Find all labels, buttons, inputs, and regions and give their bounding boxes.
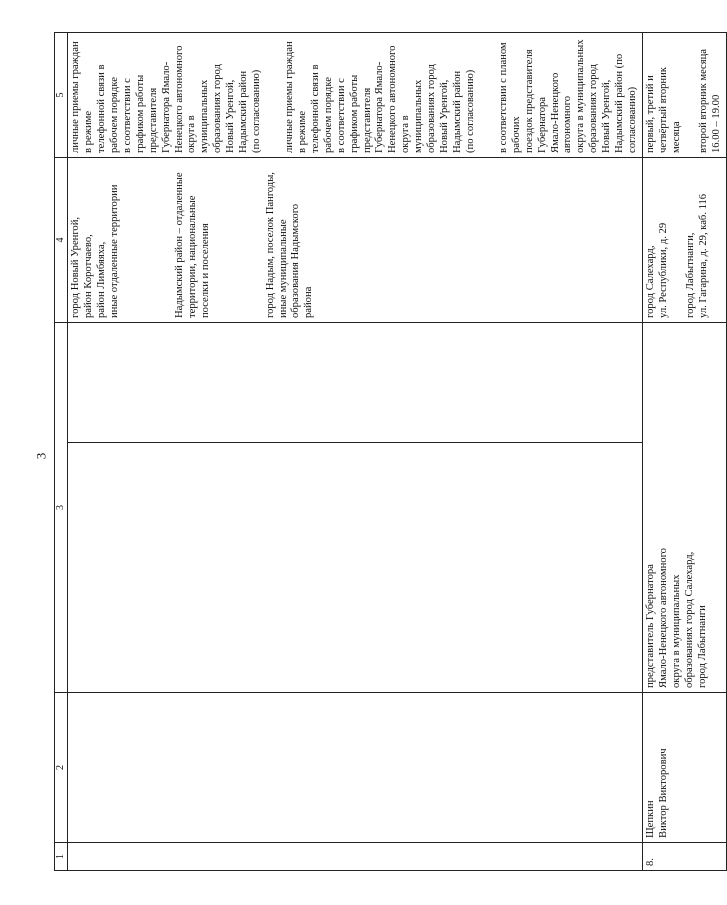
location-cell <box>68 158 643 323</box>
text-line: город Лабытнанги <box>696 605 708 688</box>
position-cell <box>68 443 643 693</box>
person-surname: Щепкин <box>644 800 656 838</box>
row-number: 8. <box>642 843 726 871</box>
schedule-block <box>70 37 264 153</box>
header-col-3: 3 <box>55 323 68 693</box>
text-line: город Салехард, <box>644 245 656 318</box>
text-line: территории, национальные <box>186 195 198 318</box>
text-line: Надымский район (по согласованию) <box>614 53 639 153</box>
text-line: телефонной связи в рабочем порядке <box>96 64 120 153</box>
schedule-block <box>498 37 640 153</box>
page-number: 3 <box>33 452 49 460</box>
text-line: первый, третий и четвёртый вторник <box>644 67 669 153</box>
location-block <box>70 162 122 318</box>
text-line: личные приемы граждан в режиме <box>70 41 95 153</box>
text-line: поселки и поселения <box>199 223 211 318</box>
location-block <box>174 162 213 318</box>
text-line: (по согласованию) <box>464 69 476 153</box>
text-line: Новый Уренгой, Надымский район <box>439 70 463 153</box>
header-col-4: 4 <box>55 158 68 323</box>
text-line: иные отдаленные территории <box>108 184 120 318</box>
schedule-block <box>698 37 724 153</box>
text-line: город Новый Уренгой, <box>70 216 82 318</box>
text-line: представитель Губернатора <box>644 564 656 688</box>
schedule-cell <box>68 33 643 158</box>
header-row <box>55 33 68 871</box>
text-line: Ямало-Ненецкого автономного <box>549 72 574 153</box>
text-line: город Надым, поселок Пангоды, <box>264 172 276 318</box>
header-col-1: 1 <box>55 843 68 871</box>
text-line: личные приемы граждан в режиме <box>284 41 308 153</box>
text-line: в соответствии с графиком работы <box>335 74 360 153</box>
num-cell <box>68 843 643 871</box>
blank-cell <box>68 323 643 443</box>
text-line: город Лабытнанги, <box>684 232 696 318</box>
header-col-2: 2 <box>55 693 68 843</box>
header-col-5: 5 <box>55 33 68 158</box>
location-block <box>645 162 671 318</box>
text-line: месяца <box>670 121 682 153</box>
name-cell <box>68 693 643 843</box>
text-line: поездок представителя Губернатора <box>523 49 548 153</box>
table-row <box>642 33 726 871</box>
text-line: район Коротчаево, <box>83 234 95 318</box>
text-line: представителя Губернатора Ямало- <box>147 61 172 153</box>
text-line: второй вторник месяца <box>697 48 709 153</box>
person-given-names: Виктор Викторович <box>657 748 669 838</box>
table-row <box>68 33 643 871</box>
text-line: представителя Губернатора Ямало- <box>361 61 386 153</box>
schedule-block <box>645 37 684 153</box>
text-line: образованиях город Новый Уренгой, <box>588 64 613 153</box>
text-line: образованиях город Салехард, <box>683 551 695 688</box>
text-line: образования Надымского <box>290 203 302 318</box>
text-line: район Лимбяяха, <box>96 241 108 318</box>
text-line: округа в муниципальных <box>670 574 682 688</box>
text-line: 16.00 – 19.00 <box>710 94 722 153</box>
text-line: ул. Республики, д. 29 <box>657 222 669 318</box>
location-block <box>265 162 317 318</box>
location-block <box>685 162 711 318</box>
text-line: в соответствии с графиком работы <box>121 74 146 153</box>
text-line: Ямало-Ненецкого автономного <box>657 548 669 688</box>
text-line: округа в муниципальных <box>575 39 587 153</box>
location-cell <box>642 158 726 323</box>
text-line: ул. Гагарина, д. 29, каб. 116 <box>697 193 709 318</box>
person-name-cell <box>642 693 726 843</box>
text-line: муниципальных образованиях город <box>413 64 438 153</box>
rotated-page-content <box>54 33 722 871</box>
reception-schedule-table-wrapper <box>54 33 722 871</box>
text-line: муниципальных образованиях город <box>199 64 224 153</box>
text-line: Ненецкого автономного округа в <box>173 45 198 153</box>
text-line: телефонной связи в рабочем порядке <box>309 64 334 153</box>
position-cell <box>642 323 726 693</box>
text-line: Новый Уренгой, Надымский район <box>225 70 250 153</box>
text-line: иные муниципальные <box>277 219 289 318</box>
schedule-cell <box>642 33 726 158</box>
text-line: района <box>303 286 315 318</box>
reception-schedule-table <box>54 32 727 871</box>
text-line: Надымский район – отдаленные <box>173 172 185 318</box>
text-line: в соответствии с планом рабочих <box>497 42 522 153</box>
schedule-block <box>284 37 478 153</box>
text-line: Ненецкого автономного округа в <box>387 45 412 153</box>
text-line: (по согласованию) <box>251 69 263 153</box>
